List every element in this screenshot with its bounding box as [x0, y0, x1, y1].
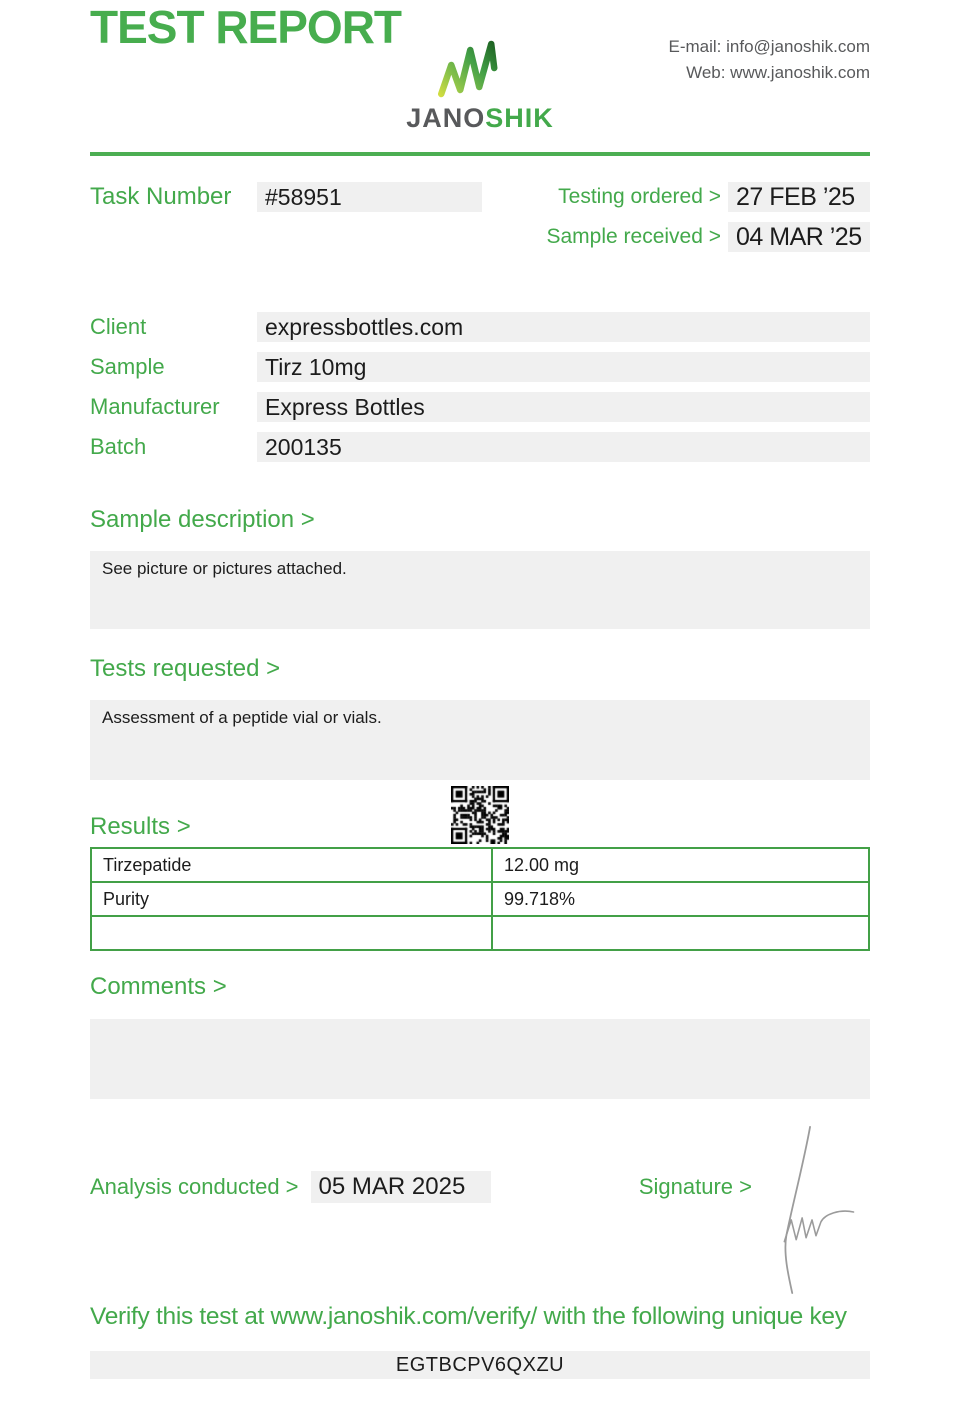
- client-label: Client: [90, 314, 147, 339]
- testing-ordered-label: Testing ordered >: [558, 185, 721, 208]
- manufacturer-value: Express Bottles: [257, 392, 870, 422]
- batch-value: 200135: [257, 432, 870, 462]
- table-row: [91, 848, 869, 882]
- header-divider: [90, 152, 870, 156]
- result-name: Purity: [91, 882, 492, 916]
- sample-row: [90, 352, 870, 382]
- footer-row: [90, 1171, 870, 1203]
- dates-block: [543, 182, 870, 262]
- result-name: [91, 916, 492, 950]
- analysis-conducted-label: Analysis conducted >: [90, 1174, 299, 1199]
- sample-description-heading: Sample description >: [90, 506, 315, 533]
- signature-image: [764, 1121, 864, 1304]
- result-value: 12.00 mg: [492, 848, 869, 882]
- contact-email: E-mail: info@janoshik.com: [668, 37, 870, 56]
- analysis-conducted-value: 05 MAR 2025: [311, 1171, 491, 1203]
- comments-heading: Comments >: [90, 973, 227, 1000]
- contact-web: Web: www.janoshik.com: [686, 63, 870, 83]
- results-table: [90, 847, 870, 951]
- sample-info-section: [90, 312, 870, 462]
- logo-text-shik: SHIK: [485, 103, 554, 133]
- task-number-label: Task Number: [90, 183, 232, 210]
- sample-received-value: 04 MAR ’25: [728, 222, 870, 252]
- manufacturer-row: [90, 392, 870, 422]
- comments-body: [90, 1019, 870, 1099]
- result-name: Tirzepatide: [91, 848, 492, 882]
- logo-text-jano: JANO: [406, 103, 486, 133]
- results-header: [90, 783, 870, 847]
- testing-ordered-value: 27 FEB ’25: [728, 182, 870, 212]
- verify-instruction: Verify this test at www.janoshik.com/verify/ with the following unique key: [90, 1303, 847, 1330]
- batch-label: Batch: [90, 434, 147, 459]
- table-row: [91, 882, 869, 916]
- results-heading: Results >: [90, 813, 191, 840]
- report-header: [90, 0, 870, 152]
- tests-requested-heading: Tests requested >: [90, 655, 281, 682]
- tests-requested-body: Assessment of a peptide vial or vials.: [90, 700, 870, 780]
- result-value: 99.718%: [492, 882, 869, 916]
- unique-key-value: EGTBCPV6QXZU: [90, 1351, 870, 1379]
- page-title: TEST REPORT: [90, 1, 402, 53]
- sample-received-row: [543, 222, 870, 252]
- client-row: [90, 312, 870, 342]
- sample-received-label: Sample received >: [546, 225, 721, 248]
- table-row: [91, 916, 869, 950]
- client-value: expressbottles.com: [257, 312, 870, 342]
- janoshik-logo: [406, 40, 554, 132]
- testing-ordered-row: [543, 182, 870, 212]
- task-row: [90, 182, 870, 262]
- result-value: [492, 916, 869, 950]
- sample-description-body: See picture or pictures attached.: [90, 551, 870, 629]
- chart-growth-icon: [434, 85, 526, 102]
- task-number-value: #58951: [257, 182, 482, 212]
- signature-label: Signature >: [638, 1174, 752, 1199]
- manufacturer-label: Manufacturer: [90, 394, 220, 419]
- contact-info: [669, 34, 871, 87]
- batch-row: [90, 432, 870, 462]
- logo-wordmark: [406, 105, 554, 132]
- qr-code: [451, 786, 509, 844]
- sample-value: Tirz 10mg: [257, 352, 870, 382]
- sample-label: Sample: [90, 354, 165, 379]
